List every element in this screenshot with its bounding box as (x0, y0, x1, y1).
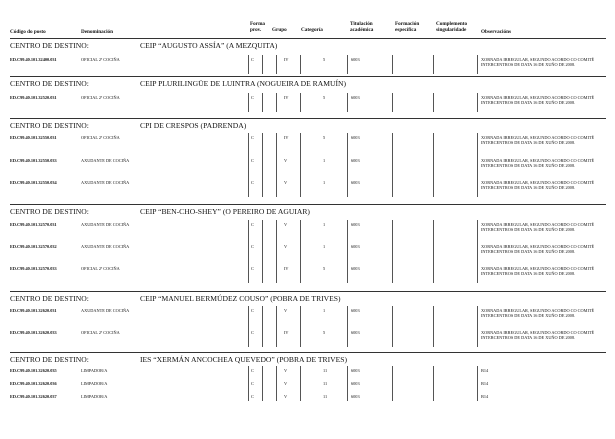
column-rule (477, 93, 478, 112)
cell-denominacion: AXUDANTE DE COCIÑA (81, 222, 130, 227)
section-name: CEIP “AUGUSTO ASSÍA” (A MEZQUITA) (140, 41, 278, 50)
cell-observacion: XORNADA IRREGULAR, SEGUNDO ACORDO CO COMITÉ INTERCENTROS DE DATA 16 DE XUÑO DE 2008. (481, 330, 595, 340)
column-rule (433, 55, 434, 74)
cell-codigo: ED.C99.40.101.32570.031 (10, 222, 57, 227)
cell-observacion: XORNADA IRREGULAR, SEGUNDO ACORDO CO COMITÉ INTERCENTROS DE DATA 16 DE XUÑO DE 2008. (481, 158, 595, 168)
column-rule (248, 306, 249, 347)
cell-titulacion: 6003 (351, 381, 360, 386)
section-name: CEIP “MANUEL BERMÚDEZ COUSO” (POBRA DE TRIVES) (140, 294, 341, 303)
section-divider (10, 38, 606, 39)
cell-codigo: ED.C99.40.101.32570.033 (10, 266, 57, 271)
column-rule (347, 220, 348, 283)
column-rule (347, 93, 348, 112)
cell-grupo: IV (284, 135, 289, 140)
cell-titulacion: 6003 (351, 222, 360, 227)
cell-forma: C (251, 330, 254, 335)
column-rule (392, 55, 393, 74)
column-rule (347, 133, 348, 197)
column-rule (300, 133, 301, 197)
header-complemento-line2: singularidade (436, 27, 467, 33)
column-rule (392, 93, 393, 112)
cell-grupo: V (284, 158, 288, 163)
cell-titulacion: 6003 (351, 368, 360, 373)
cell-observacion: XORNADA IRREGULAR, SEGUNDO ACORDO CO COMITÉ INTERCENTROS DE DATA 16 DE XUÑO DE 2008. (481, 266, 595, 276)
column-rule (392, 133, 393, 197)
cell-categoria: 1 (323, 222, 326, 227)
cell-grupo: IV (284, 57, 289, 62)
cell-categoria: 11 (323, 368, 328, 373)
section-label: CENTRO DE DESTINO: (10, 207, 89, 216)
column-rule (262, 93, 263, 112)
cell-codigo: ED.C99.40.101.32550.034 (10, 180, 57, 185)
column-rule (248, 366, 249, 401)
column-rule (477, 55, 478, 74)
cell-grupo: V (284, 394, 288, 399)
section-divider (10, 76, 606, 77)
cell-codigo: ED.C99.40.101.32620.031 (10, 308, 57, 313)
column-rule (276, 306, 277, 347)
cell-denominacion: OFICIAL 2ª COCIÑA (81, 95, 120, 100)
header-grupo: Grupo (272, 27, 287, 33)
cell-denominacion: LIMPADOR/A (81, 381, 108, 386)
cell-denominacion: AXUDANTE DE COCIÑA (81, 308, 130, 313)
cell-observacion: XORNADA IRREGULAR, SEGUNDO ACORDO CO COMITÉ INTERCENTROS DE DATA 16 DE XUÑO DE 2008. (481, 180, 595, 190)
cell-categoria: 5 (323, 266, 326, 271)
header-observacions: Observacións (481, 29, 511, 35)
column-rule (276, 220, 277, 283)
cell-forma: C (251, 180, 254, 185)
header-complemento-line1: Complemento (436, 21, 468, 27)
cell-forma: C (251, 222, 254, 227)
column-rule (248, 220, 249, 283)
cell-forma: C (251, 381, 254, 386)
cell-grupo: V (284, 222, 288, 227)
header-titulacion-line2: académica (350, 27, 374, 33)
cell-denominacion: OFICIAL 2ª COCIÑA (81, 135, 120, 140)
cell-observacion: XORNADA IRREGULAR, SEGUNDO ACORDO CO COMITÉ INTERCENTROS DE DATA 16 DE XUÑO DE 2008. (481, 135, 595, 145)
column-rule (433, 306, 434, 347)
cell-forma: C (251, 368, 254, 373)
cell-forma: C (251, 158, 254, 163)
cell-grupo: V (284, 244, 288, 249)
cell-denominacion: OFICIAL 2ª COCIÑA (81, 57, 120, 62)
cell-codigo: ED.C99.40.101.32550.033 (10, 158, 57, 163)
cell-titulacion: 6003 (351, 180, 360, 185)
column-rule (347, 55, 348, 74)
cell-categoria: 5 (323, 330, 326, 335)
cell-observacion: XORNADA IRREGULAR, SEGUNDO ACORDO CO COMITÉ INTERCENTROS DE DATA 16 DE XUÑO DE 2008. (481, 222, 595, 232)
section-label: CENTRO DE DESTINO: (10, 355, 89, 364)
cell-categoria: 1 (323, 180, 326, 185)
cell-forma: C (251, 57, 254, 62)
column-rule (300, 93, 301, 112)
column-rule (300, 366, 301, 401)
cell-observacion: B14 (481, 394, 489, 399)
column-rule (477, 306, 478, 347)
section-name: CPI DE CRESPOS (PADRENDA) (140, 121, 247, 130)
cell-observacion: XORNADA IRREGULAR, SEGUNDO ACORDO CO COMITÉ INTERCENTROS DE DATA 16 DE XUÑO DE 2008. (481, 57, 595, 67)
cell-titulacion: 6003 (351, 158, 360, 163)
section-divider (10, 291, 606, 292)
cell-titulacion: 6003 (351, 330, 360, 335)
header-denominacion: Denominación (81, 29, 113, 35)
cell-codigo: ED.C99.40.101.32400.031 (10, 57, 57, 62)
cell-categoria: 11 (323, 381, 328, 386)
column-rule (248, 55, 249, 74)
column-rule (477, 133, 478, 197)
cell-denominacion: AXUDANTE DE COCIÑA (81, 180, 130, 185)
column-rule (392, 366, 393, 401)
cell-titulacion: 6003 (351, 135, 360, 140)
column-rule (477, 220, 478, 283)
cell-grupo: IV (284, 266, 289, 271)
section-divider (10, 204, 606, 205)
cell-titulacion: 6003 (351, 95, 360, 100)
column-rule (262, 220, 263, 283)
cell-titulacion: 6003 (351, 394, 360, 399)
cell-codigo: ED.C99.40.101.32620.037 (10, 394, 57, 399)
section-label: CENTRO DE DESTINO: (10, 121, 89, 130)
header-forma-line2: prov. (250, 27, 262, 33)
section-label: CENTRO DE DESTINO: (10, 41, 89, 50)
header-formacion-line2: específica (395, 27, 417, 33)
column-rule (262, 55, 263, 74)
column-rule (477, 366, 478, 401)
cell-forma: C (251, 394, 254, 399)
section-label: CENTRO DE DESTINO: (10, 294, 89, 303)
column-rule (392, 306, 393, 347)
cell-categoria: 5 (323, 135, 326, 140)
cell-observacion: B14 (481, 368, 489, 373)
section-name: CEIP PLURILINGÜE DE LUINTRA (NOGUEIRA DE RAMUÍN) (140, 79, 346, 88)
header-forma-line1: Forma (250, 21, 265, 27)
cell-forma: C (251, 266, 254, 271)
header-titulacion-line1: Titulación (350, 21, 373, 27)
column-rule (300, 55, 301, 74)
cell-denominacion: OFICIAL 2ª COCIÑA (81, 330, 120, 335)
cell-observacion: B14 (481, 381, 489, 386)
cell-categoria: 11 (323, 394, 328, 399)
header-codigo: Código do posto (10, 29, 46, 35)
cell-forma: C (251, 244, 254, 249)
column-rule (300, 306, 301, 347)
column-rule (433, 93, 434, 112)
cell-titulacion: 6003 (351, 57, 360, 62)
header-categoria: Categoría (301, 27, 323, 33)
cell-grupo: V (284, 308, 288, 313)
column-rule (262, 306, 263, 347)
header-formacion-line1: Formación (395, 21, 420, 27)
column-rule (262, 133, 263, 197)
column-rule (248, 93, 249, 112)
section-divider (10, 352, 606, 353)
cell-grupo: V (284, 381, 288, 386)
cell-grupo: V (284, 180, 288, 185)
column-rule (276, 133, 277, 197)
cell-codigo: ED.C99.40.101.32620.035 (10, 368, 57, 373)
cell-forma: C (251, 308, 254, 313)
cell-observacion: XORNADA IRREGULAR, SEGUNDO ACORDO CO COMITÉ INTERCENTROS DE DATA 16 DE XUÑO DE 2008. (481, 95, 595, 105)
cell-codigo: ED.C99.40.101.32520.031 (10, 95, 57, 100)
cell-titulacion: 6003 (351, 266, 360, 271)
cell-categoria: 5 (323, 57, 326, 62)
section-name: IES “XERMÁN ANCOCHEA QUEVEDO” (POBRA DE TRIVES) (140, 355, 347, 364)
cell-forma: C (251, 135, 254, 140)
cell-denominacion: AXUDANTE DE COCIÑA (81, 158, 130, 163)
column-rule (276, 93, 277, 112)
column-rule (392, 220, 393, 283)
cell-denominacion: AXUDANTE DE COCIÑA (81, 244, 130, 249)
cell-grupo: V (284, 368, 288, 373)
cell-grupo: IV (284, 330, 289, 335)
cell-categoria: 5 (323, 95, 326, 100)
column-rule (262, 366, 263, 401)
column-rule (433, 366, 434, 401)
cell-forma: C (251, 95, 254, 100)
cell-codigo: ED.C99.40.101.32620.036 (10, 381, 57, 386)
column-rule (433, 220, 434, 283)
column-rule (347, 306, 348, 347)
cell-titulacion: 6003 (351, 308, 360, 313)
cell-codigo: ED.C99.40.101.32620.033 (10, 330, 57, 335)
column-rule (300, 220, 301, 283)
cell-categoria: 1 (323, 308, 326, 313)
column-rule (347, 366, 348, 401)
cell-denominacion: OFICIAL 2ª COCIÑA (81, 266, 120, 271)
column-rule (276, 366, 277, 401)
cell-categoria: 1 (323, 158, 326, 163)
cell-titulacion: 6003 (351, 244, 360, 249)
cell-observacion: XORNADA IRREGULAR, SEGUNDO ACORDO CO COMITÉ INTERCENTROS DE DATA 16 DE XUÑO DE 2008. (481, 308, 595, 318)
cell-denominacion: LIMPADOR/A (81, 368, 108, 373)
cell-codigo: ED.C99.40.101.32550.031 (10, 135, 57, 140)
cell-grupo: IV (284, 95, 289, 100)
section-name: CEIP “BEN-CHO-SHEY” (O PEREIRO DE AGUIAR) (140, 207, 310, 216)
column-rule (433, 133, 434, 197)
cell-denominacion: LIMPADOR/A (81, 394, 108, 399)
cell-categoria: 1 (323, 244, 326, 249)
cell-observacion: XORNADA IRREGULAR, SEGUNDO ACORDO CO COMITÉ INTERCENTROS DE DATA 16 DE XUÑO DE 2008. (481, 244, 595, 254)
column-rule (276, 55, 277, 74)
section-label: CENTRO DE DESTINO: (10, 79, 89, 88)
column-rule (248, 133, 249, 197)
cell-codigo: ED.C99.40.101.32570.032 (10, 244, 57, 249)
section-divider (10, 118, 606, 119)
